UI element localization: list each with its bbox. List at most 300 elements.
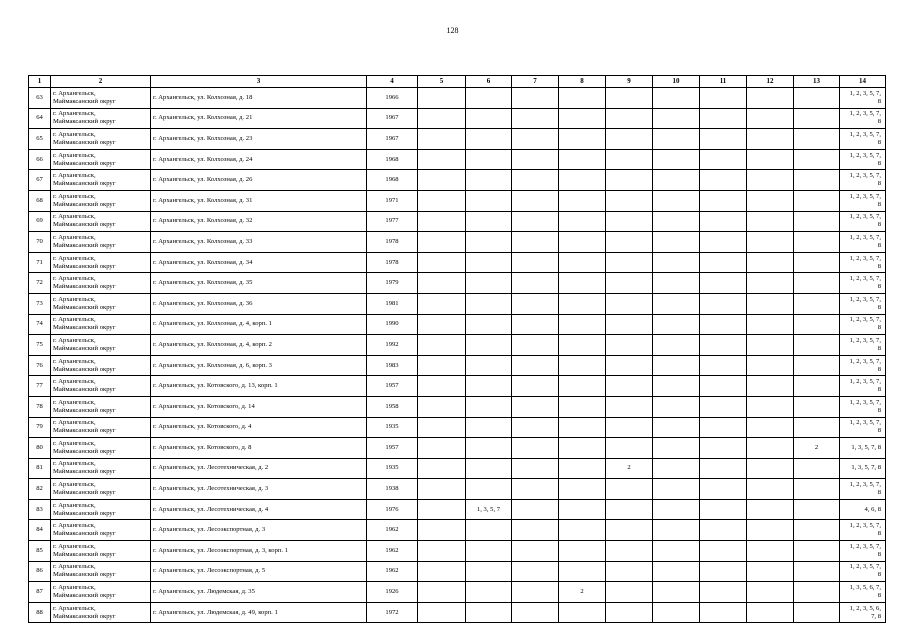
col12-cell	[747, 458, 794, 479]
col13-cell	[794, 417, 840, 438]
year-cell: 1926	[367, 582, 418, 603]
year-cell: 1977	[367, 211, 418, 232]
col6-cell	[466, 458, 512, 479]
location-line: Маймаксанский округ	[53, 262, 116, 270]
location-line: г. Архангельск,	[53, 542, 96, 550]
col12-cell	[747, 273, 794, 294]
location-line: г. Архангельск,	[53, 398, 96, 406]
col5-cell	[418, 170, 466, 191]
col14-line: 1, 2, 3, 5, 7,	[849, 192, 881, 200]
col6-cell	[466, 582, 512, 603]
col13-cell	[794, 252, 840, 273]
col7-cell	[512, 170, 559, 191]
column-header: 11	[700, 76, 747, 88]
col13-cell	[794, 314, 840, 335]
col14-cell	[840, 479, 886, 500]
col14-cell	[840, 499, 886, 520]
row-number: 74	[29, 314, 51, 335]
location-cell	[51, 149, 151, 170]
col11-cell	[700, 355, 747, 376]
year-cell: 1967	[367, 108, 418, 129]
location-line: г. Архангельск,	[53, 172, 96, 180]
col11-cell	[700, 541, 747, 562]
address-cell: г. Архангельск, ул. Котовского, д. 13, корп. 1	[151, 376, 367, 397]
location-line: г. Архангельск,	[53, 316, 96, 324]
col10-cell	[653, 108, 700, 129]
col14-line: 1, 2, 3, 5, 7,	[849, 130, 881, 138]
location-cell	[51, 108, 151, 129]
col7-cell	[512, 108, 559, 129]
col13-cell	[794, 520, 840, 541]
year-cell: 1938	[367, 479, 418, 500]
col6-cell	[466, 149, 512, 170]
col10-cell	[653, 149, 700, 170]
col6-cell	[466, 438, 512, 459]
col12-cell	[747, 129, 794, 150]
col10-cell	[653, 314, 700, 335]
year-cell: 1981	[367, 293, 418, 314]
table-row	[29, 252, 886, 273]
col12-cell	[747, 376, 794, 397]
table-row	[29, 232, 886, 253]
table-row	[29, 376, 886, 397]
column-header: 6	[466, 76, 512, 88]
col7-cell	[512, 479, 559, 500]
table-row	[29, 293, 886, 314]
col11-cell	[700, 190, 747, 211]
col5-cell	[418, 582, 466, 603]
col9-cell	[606, 129, 653, 150]
col9-cell	[606, 108, 653, 129]
location-cell	[51, 355, 151, 376]
row-number: 82	[29, 479, 51, 500]
col14-cell	[840, 458, 886, 479]
col14-line: 1, 2, 3, 5, 7,	[849, 295, 881, 303]
location-line: Маймаксанский округ	[53, 344, 116, 352]
col9-cell	[606, 335, 653, 356]
col7-cell	[512, 88, 559, 109]
col13-cell	[794, 561, 840, 582]
col5-cell	[418, 479, 466, 500]
col11-cell	[700, 170, 747, 191]
table-row	[29, 438, 886, 459]
col14-line: 1, 2, 3, 5, 7,	[849, 275, 881, 283]
row-number: 75	[29, 335, 51, 356]
col14-cell	[840, 252, 886, 273]
col9-cell	[606, 520, 653, 541]
row-number: 86	[29, 561, 51, 582]
col11-cell	[700, 232, 747, 253]
location-line: г. Архангельск,	[53, 439, 96, 447]
col9-cell	[606, 211, 653, 232]
col9-cell	[606, 88, 653, 109]
col8-cell	[559, 273, 606, 294]
col6-cell	[466, 293, 512, 314]
col8-cell	[559, 293, 606, 314]
col9-cell	[606, 396, 653, 417]
col8-cell	[559, 499, 606, 520]
location-line: Маймаксанский округ	[53, 550, 116, 558]
col7-cell	[512, 499, 559, 520]
col14-line: 1, 2, 3, 5, 7,	[849, 378, 881, 386]
col8-cell	[559, 458, 606, 479]
col12-cell	[747, 355, 794, 376]
location-line: Маймаксанский округ	[53, 406, 116, 414]
col14-cell	[840, 438, 886, 459]
col13-cell	[794, 355, 840, 376]
column-header: 14	[840, 76, 886, 88]
col10-cell	[653, 293, 700, 314]
col8-cell	[559, 211, 606, 232]
column-header: 3	[151, 76, 367, 88]
address-cell: г. Архангельск, ул. Лесоэкспортная, д. 3	[151, 520, 367, 541]
col12-cell	[747, 314, 794, 335]
year-cell: 1978	[367, 252, 418, 273]
col7-cell	[512, 602, 559, 623]
col10-cell	[653, 252, 700, 273]
col14-line: 1, 2, 3, 5, 7,	[849, 419, 881, 427]
address-cell: г. Архангельск, ул. Людемская, д. 35	[151, 582, 367, 603]
col8-cell	[559, 335, 606, 356]
location-line: Маймаксанский округ	[53, 324, 116, 332]
col14-cell	[840, 149, 886, 170]
col12-cell	[747, 561, 794, 582]
page-number: 128	[446, 26, 459, 35]
col14-line: 8	[877, 283, 881, 291]
col13-cell	[794, 149, 840, 170]
col14-cell	[840, 582, 886, 603]
address-cell: г. Архангельск, ул. Котовского, д. 4	[151, 417, 367, 438]
col14-line: 8	[877, 386, 881, 394]
col10-cell	[653, 499, 700, 520]
row-number: 69	[29, 211, 51, 232]
col6-cell	[466, 108, 512, 129]
col11-cell	[700, 417, 747, 438]
location-cell	[51, 335, 151, 356]
location-line: г. Архангельск,	[53, 501, 96, 509]
col7-cell	[512, 335, 559, 356]
address-cell: г. Архангельск, ул. Лесотехническая, д. 3	[151, 479, 367, 500]
address-cell: г. Архангельск, ул. Людемская, д. 49, корп. 1	[151, 602, 367, 623]
column-header: 1	[29, 76, 51, 88]
col14-line: 1, 3, 5, 7, 8	[851, 464, 881, 472]
location-line: Маймаксанский округ	[53, 221, 116, 229]
col9-cell	[606, 190, 653, 211]
col10-cell	[653, 541, 700, 562]
address-cell: г. Архангельск, ул. Лесотехническая, д. 2	[151, 458, 367, 479]
col14-cell	[840, 211, 886, 232]
location-line: г. Архангельск,	[53, 563, 96, 571]
col14-line: 1, 2, 3, 5, 7,	[849, 522, 881, 530]
address-cell: г. Архангельск, ул. Колхозная, д. 31	[151, 190, 367, 211]
year-cell: 1966	[367, 88, 418, 109]
table-row	[29, 149, 886, 170]
col11-cell	[700, 108, 747, 129]
col14-cell	[840, 561, 886, 582]
col11-cell	[700, 273, 747, 294]
row-number: 79	[29, 417, 51, 438]
col14-line: 8	[877, 592, 881, 600]
col13-cell	[794, 602, 840, 623]
table-header-row	[29, 76, 886, 88]
col5-cell	[418, 335, 466, 356]
col14-line: 7, 8	[871, 612, 881, 620]
col12-cell	[747, 108, 794, 129]
col10-cell	[653, 458, 700, 479]
col11-cell	[700, 129, 747, 150]
col8-cell	[559, 232, 606, 253]
location-line: г. Архангельск,	[53, 357, 96, 365]
year-cell: 1976	[367, 499, 418, 520]
location-cell	[51, 541, 151, 562]
col14-cell	[840, 520, 886, 541]
col6-cell	[466, 129, 512, 150]
year-cell: 1983	[367, 355, 418, 376]
location-cell	[51, 582, 151, 603]
col9-cell	[606, 376, 653, 397]
col12-cell	[747, 417, 794, 438]
col12-cell	[747, 438, 794, 459]
col12-cell	[747, 520, 794, 541]
col5-cell	[418, 561, 466, 582]
col5-cell	[418, 88, 466, 109]
col5-cell	[418, 602, 466, 623]
col14-line: 8	[877, 159, 881, 167]
col5-cell	[418, 108, 466, 129]
table-row	[29, 355, 886, 376]
address-cell: г. Архангельск, ул. Колхозная, д. 36	[151, 293, 367, 314]
col14-cell	[840, 129, 886, 150]
col5-cell	[418, 396, 466, 417]
address-cell: г. Архангельск, ул. Котовского, д. 14	[151, 396, 367, 417]
col5-cell	[418, 252, 466, 273]
address-cell: г. Архангельск, ул. Котовского, д. 8	[151, 438, 367, 459]
col7-cell	[512, 520, 559, 541]
location-line: г. Архангельск,	[53, 522, 96, 530]
table-row	[29, 190, 886, 211]
col13-cell	[794, 190, 840, 211]
col12-cell	[747, 293, 794, 314]
col12-cell	[747, 396, 794, 417]
col14-line: 1, 2, 3, 5, 7,	[849, 542, 881, 550]
row-number: 84	[29, 520, 51, 541]
location-line: Маймаксанский округ	[53, 200, 116, 208]
col14-line: 1, 2, 3, 5, 7,	[849, 213, 881, 221]
col10-cell	[653, 88, 700, 109]
col6-cell	[466, 355, 512, 376]
col14-line: 1, 2, 3, 5, 7,	[849, 151, 881, 159]
col7-cell	[512, 561, 559, 582]
col7-cell	[512, 417, 559, 438]
col7-cell	[512, 355, 559, 376]
location-line: г. Архангельск,	[53, 192, 96, 200]
row-number: 78	[29, 396, 51, 417]
col9-cell	[606, 273, 653, 294]
location-line: г. Архангельск,	[53, 419, 96, 427]
col14-line: 8	[877, 406, 881, 414]
col6-cell	[466, 541, 512, 562]
row-number: 85	[29, 541, 51, 562]
location-line: Маймаксанский округ	[53, 468, 116, 476]
col12-cell	[747, 335, 794, 356]
col8-cell	[559, 170, 606, 191]
col9-cell	[606, 232, 653, 253]
location-line: Маймаксанский округ	[53, 447, 116, 455]
location-cell	[51, 170, 151, 191]
location-cell	[51, 129, 151, 150]
col8-cell	[559, 561, 606, 582]
col6-cell	[466, 190, 512, 211]
location-line: г. Архангельск,	[53, 336, 96, 344]
col7-cell	[512, 458, 559, 479]
row-number: 64	[29, 108, 51, 129]
col9-cell	[606, 479, 653, 500]
location-line: г. Архангельск,	[53, 151, 96, 159]
row-number: 70	[29, 232, 51, 253]
col12-cell	[747, 479, 794, 500]
col11-cell	[700, 149, 747, 170]
col14-line: 8	[877, 365, 881, 373]
col8-cell	[559, 149, 606, 170]
col14-cell	[840, 314, 886, 335]
row-number: 80	[29, 438, 51, 459]
col5-cell	[418, 293, 466, 314]
col10-cell	[653, 417, 700, 438]
location-line: Маймаксанский округ	[53, 180, 116, 188]
col6-cell	[466, 520, 512, 541]
col6-cell	[466, 417, 512, 438]
table-row	[29, 520, 886, 541]
col9-cell	[606, 417, 653, 438]
col14-cell	[840, 232, 886, 253]
col7-cell	[512, 190, 559, 211]
address-cell: г. Архангельск, ул. Колхозная, д. 35	[151, 273, 367, 294]
row-number: 77	[29, 376, 51, 397]
column-header: 9	[606, 76, 653, 88]
location-cell	[51, 561, 151, 582]
col8-cell	[559, 129, 606, 150]
table-row	[29, 211, 886, 232]
location-line: Маймаксанский округ	[53, 283, 116, 291]
col10-cell	[653, 170, 700, 191]
col6-cell	[466, 232, 512, 253]
location-cell	[51, 499, 151, 520]
address-cell: г. Архангельск, ул. Колхозная, д. 4, корп. 1	[151, 314, 367, 335]
table-row	[29, 541, 886, 562]
year-cell: 1962	[367, 561, 418, 582]
location-line: г. Архангельск,	[53, 460, 96, 468]
row-number: 63	[29, 88, 51, 109]
address-cell: г. Архангельск, ул. Колхозная, д. 34	[151, 252, 367, 273]
col6-cell	[466, 252, 512, 273]
col14-line: 8	[877, 489, 881, 497]
location-cell	[51, 602, 151, 623]
col6-cell	[466, 273, 512, 294]
year-cell: 1978	[367, 232, 418, 253]
col8-cell	[559, 108, 606, 129]
address-cell: г. Архангельск, ул. Колхозная, д. 6, корп. 3	[151, 355, 367, 376]
col9-cell	[606, 541, 653, 562]
column-header: 13	[794, 76, 840, 88]
row-number: 67	[29, 170, 51, 191]
col13-cell	[794, 479, 840, 500]
address-cell: г. Архангельск, ул. Колхозная, д. 32	[151, 211, 367, 232]
col11-cell	[700, 602, 747, 623]
location-line: Маймаксанский округ	[53, 509, 116, 517]
col13-cell	[794, 88, 840, 109]
col8-cell	[559, 190, 606, 211]
col12-cell	[747, 170, 794, 191]
row-number: 65	[29, 129, 51, 150]
location-cell	[51, 211, 151, 232]
year-cell: 1990	[367, 314, 418, 335]
col14-cell	[840, 88, 886, 109]
col14-line: 8	[877, 530, 881, 538]
col12-cell	[747, 88, 794, 109]
col13-cell	[794, 108, 840, 129]
year-cell: 1967	[367, 129, 418, 150]
location-line: Маймаксанский округ	[53, 365, 116, 373]
col14-line: 1, 2, 3, 5, 7,	[849, 336, 881, 344]
row-number: 72	[29, 273, 51, 294]
col14-cell	[840, 335, 886, 356]
col9-cell	[606, 561, 653, 582]
address-cell: г. Архангельск, ул. Колхозная, д. 18	[151, 88, 367, 109]
col5-cell	[418, 273, 466, 294]
col12-cell	[747, 499, 794, 520]
col13-cell	[794, 293, 840, 314]
col11-cell	[700, 314, 747, 335]
year-cell: 1972	[367, 602, 418, 623]
location-line: Маймаксанский округ	[53, 571, 116, 579]
col10-cell	[653, 376, 700, 397]
table-row	[29, 273, 886, 294]
row-number: 88	[29, 602, 51, 623]
address-cell: г. Архангельск, ул. Колхозная, д. 24	[151, 149, 367, 170]
col14-line: 1, 2, 3, 5, 6,	[849, 604, 881, 612]
col13-cell	[794, 376, 840, 397]
col7-cell	[512, 273, 559, 294]
location-cell	[51, 479, 151, 500]
row-number: 76	[29, 355, 51, 376]
col12-cell	[747, 252, 794, 273]
col14-line: 1, 3, 5, 7, 8	[851, 443, 881, 451]
col14-cell	[840, 355, 886, 376]
col6-cell	[466, 211, 512, 232]
col14-cell	[840, 170, 886, 191]
col10-cell	[653, 129, 700, 150]
table-body	[29, 88, 886, 623]
address-cell: г. Архангельск, ул. Колхозная, д. 21	[151, 108, 367, 129]
address-cell: г. Архангельск, ул. Лесоэкспортная, д. 3, корп. 1	[151, 541, 367, 562]
col8-cell	[559, 396, 606, 417]
location-line: Маймаксанский округ	[53, 138, 116, 146]
location-line: Маймаксанский округ	[53, 530, 116, 538]
table-row	[29, 396, 886, 417]
col13-cell	[794, 170, 840, 191]
col14-line: 4, 6, 8	[864, 505, 881, 513]
year-cell: 1962	[367, 520, 418, 541]
col13-cell	[794, 211, 840, 232]
col11-cell	[700, 211, 747, 232]
col13-cell	[794, 129, 840, 150]
col14-cell	[840, 417, 886, 438]
table-row	[29, 314, 886, 335]
col6-cell	[466, 479, 512, 500]
location-cell	[51, 293, 151, 314]
year-cell: 1968	[367, 149, 418, 170]
year-cell: 1935	[367, 417, 418, 438]
